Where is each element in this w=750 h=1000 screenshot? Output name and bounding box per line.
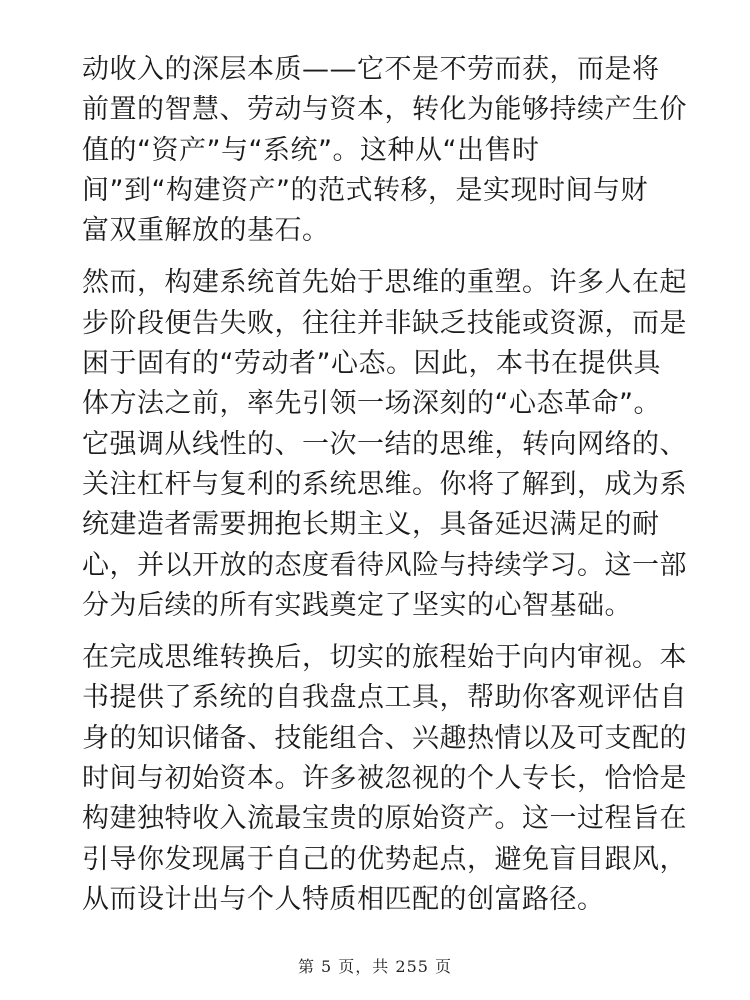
text-line: 书提供了系统的自我盘点工具，帮助你客观评估自 <box>82 682 687 714</box>
text-line: 心，并以开放的态度看待风险与持续学习。这一部 <box>82 549 687 581</box>
text-line: 然而，构建系统首先始于思维的重塑。许多人在起 <box>82 267 687 299</box>
paragraph-3 <box>82 638 687 920</box>
text-line: 从而设计出与个人特质相匹配的创富路径。 <box>82 883 605 915</box>
text-line: 构建独特收入流最宝贵的原始资产。这一过程旨在 <box>82 803 687 835</box>
text-line: 分为后续的所有实践奠定了坚实的心智基础。 <box>82 589 632 621</box>
text-line: 在完成思维转换后，切实的旅程始于向内审视。本 <box>82 642 687 674</box>
text-line: 时间与初始资本。许多被忽视的个人专长，恰恰是 <box>82 763 687 795</box>
body-text <box>82 50 687 932</box>
text-line: 引导你发现属于自己的优势起点，避免盲目跟风， <box>82 843 687 875</box>
text-line: 体方法之前，率先引领一场深刻的“心态革命”。 <box>82 388 661 420</box>
text-line: 步阶段便告失败，往往并非缺乏技能或资源，而是 <box>82 307 687 339</box>
text-line: 前置的智慧、劳动与资本，转化为能够持续产生价 <box>82 94 687 126</box>
text-line: 动收入的深层本质——它不是不劳而获，而是将 <box>82 54 660 85</box>
page-number: 第 5 页，共 255 页 <box>297 957 453 976</box>
text-line: 它强调从线性的、一次一结的思维，转向网络的、 <box>82 428 687 460</box>
text-line: 富双重解放的基石。 <box>82 215 330 247</box>
text-line: 间”到“构建资产”的范式转移，是实现时间与财 <box>82 174 648 206</box>
text-line: 身的知识储备、技能组合、兴趣热情以及可支配的 <box>82 722 687 754</box>
paragraph-2 <box>82 263 687 626</box>
text-line: 值的“资产”与“系统”。这种从“出售时 <box>82 134 540 166</box>
text-line: 关注杠杆与复利的系统思维。你将了解到，成为系 <box>82 468 687 500</box>
text-line: 困于固有的“劳动者”心态。因此，本书在提供具 <box>82 348 661 380</box>
text-line: 统建造者需要拥抱长期主义，具备延迟满足的耐 <box>82 509 660 541</box>
paragraph-1 <box>82 50 687 251</box>
